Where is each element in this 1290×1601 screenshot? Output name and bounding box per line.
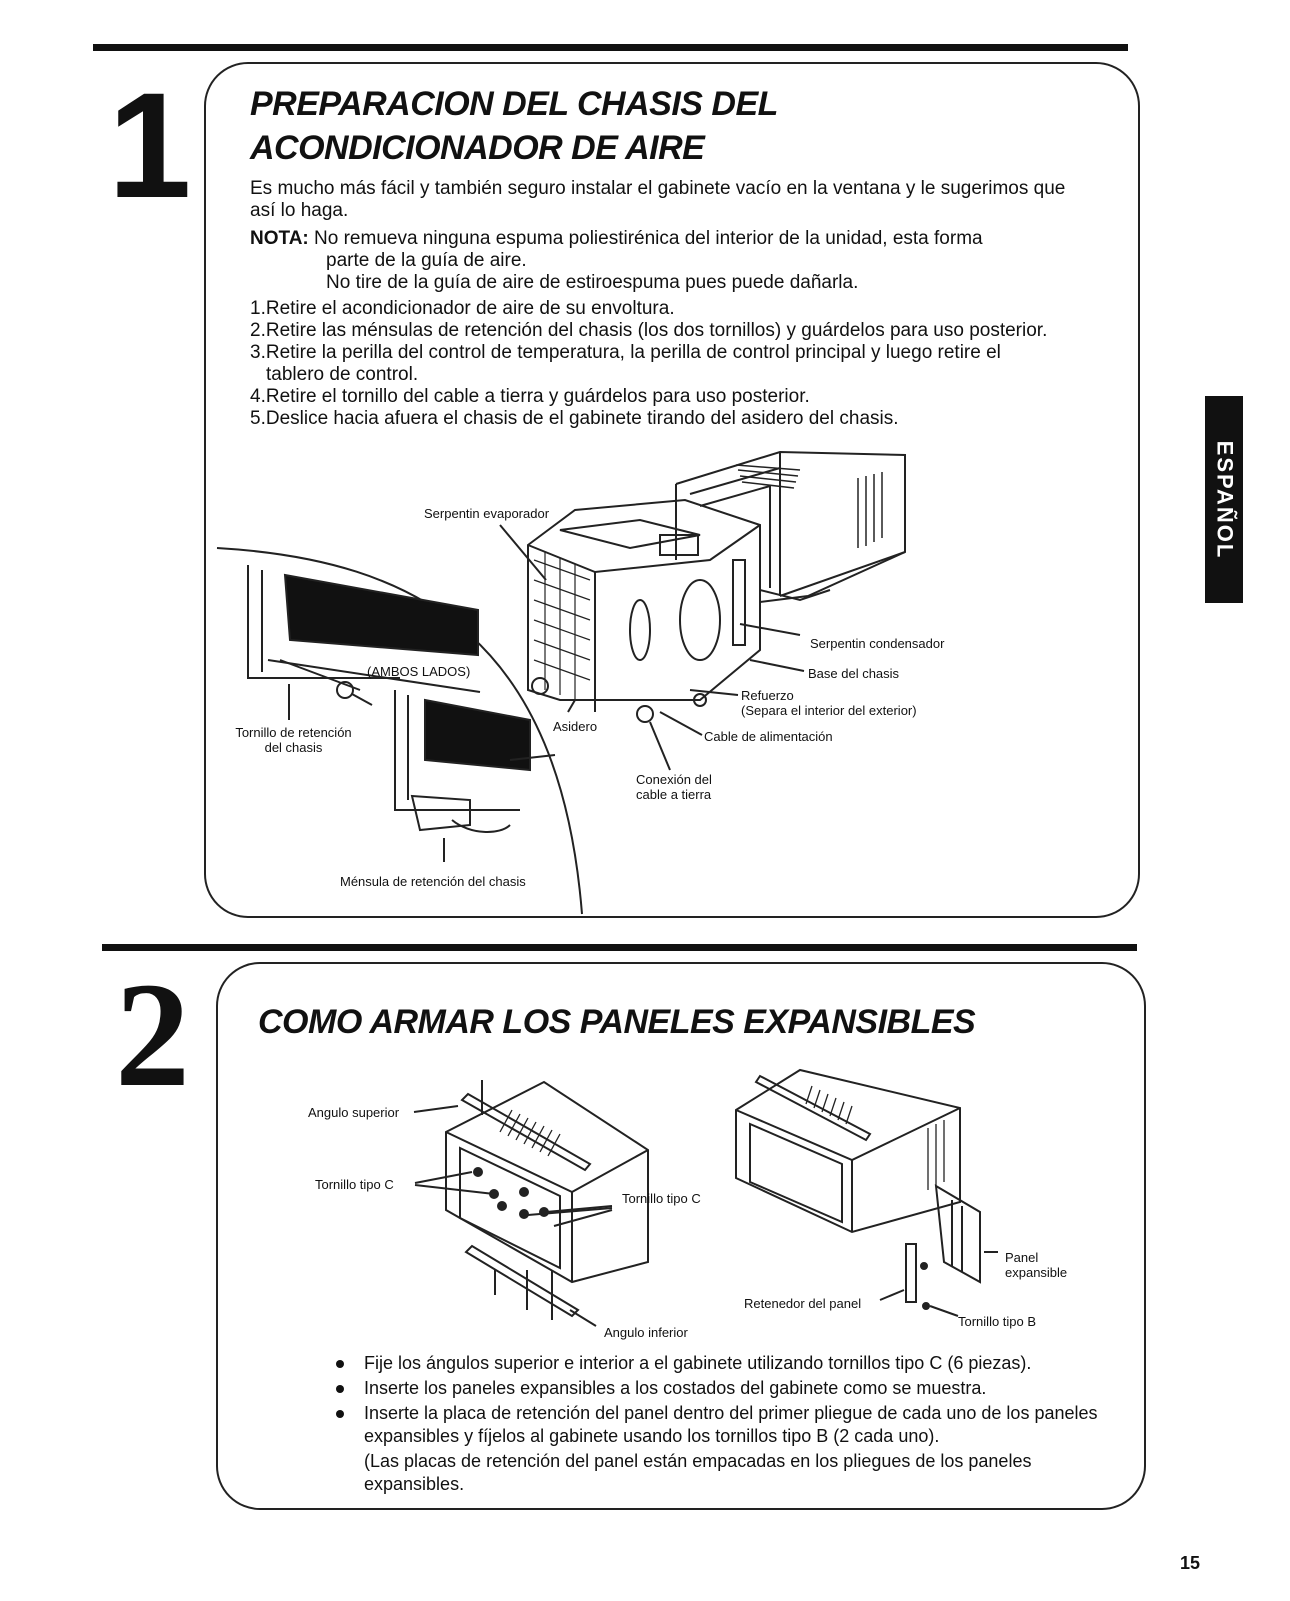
section1-top-rule	[93, 44, 1128, 51]
label-conexion-1: Conexión del	[636, 772, 712, 787]
section2-number: 2	[115, 952, 190, 1118]
step-item: 3.Retire la perilla del control de temperatura, la perilla de control principal y luego retire el	[250, 342, 1001, 363]
step-item: 2.Retire las ménsulas de retención del chasis (los dos tornillos) y guárdelos para uso posterior.	[250, 320, 1048, 341]
step-item: 5.Deslice hacia afuera el chasis de el gabinete tirando del asidero del chasis.	[250, 408, 899, 429]
label-base-chasis: Base del chasis	[808, 666, 900, 681]
nota-line1: No remueva ninguna espuma poliestirénica del interior de la unidad, esta forma	[314, 228, 983, 249]
section1-steps	[250, 298, 1130, 430]
section2-title: COMO ARMAR LOS PANELES EXPANSIBLES	[258, 1003, 976, 1041]
bullet-text: Inserte la placa de retención del panel dentro del primer pliegue de cada uno de los paneles expansibles y fíjelos al gabinete usando los tornillos tipo B (2 cada uno).	[364, 1403, 1098, 1446]
label-tornillo-retencion	[226, 725, 361, 755]
page-number: 15	[1180, 1553, 1201, 1573]
label-serpentin-condensador: Serpentin condensador	[810, 636, 945, 651]
section1-intro: Es mucho más fácil y también seguro instalar el gabinete vacío en la ventana y le sugerimos que así lo haga.	[250, 178, 1066, 221]
step-item: 4.Retire el tornillo del cable a tierra y guárdelos para uso posterior.	[250, 386, 810, 407]
section1-title-line2: ACONDICIONADOR DE AIRE	[250, 129, 705, 167]
nota-line3: No tire de la guía de aire de estiroespuma pues puede dañarla.	[326, 272, 859, 293]
label-panel-2: expansible	[1005, 1265, 1068, 1280]
label-conexion	[636, 772, 712, 802]
label-conexion-2: cable a tierra	[636, 787, 712, 802]
section2-bullets	[336, 1352, 1116, 1498]
section2-top-rule	[102, 944, 1137, 951]
bullet-item	[336, 1352, 1116, 1375]
step-item: 1.Retire el acondicionador de aire de su envoltura.	[250, 298, 675, 319]
bullet-dot	[336, 1385, 344, 1393]
label-panel-expansible	[1005, 1250, 1067, 1280]
label-angulo-inferior: Angulo inferior	[604, 1325, 688, 1340]
label-tornillo-c-right: Tornillo tipo C	[622, 1191, 701, 1206]
label-ambos-lados: (AMBOS LADOS)	[367, 664, 471, 679]
bullet-text: Fije los ángulos superior e interior a el gabinete utilizando tornillos tipo C (6 piezas).	[364, 1353, 1032, 1373]
label-tornillo-retencion-1: Tornillo de retención	[235, 725, 352, 740]
label-tornillo-retencion-2: del chasis	[264, 740, 323, 755]
language-tab-label: ESPAÑOL	[1212, 440, 1237, 559]
bullet-item	[336, 1377, 1116, 1400]
label-refuerzo	[741, 688, 917, 718]
bullet-note: (Las placas de retención del panel están empacadas en los pliegues de los paneles expansibles.	[364, 1451, 1032, 1494]
nota-line2: parte de la guía de aire.	[326, 250, 527, 271]
language-tab	[1205, 396, 1243, 603]
label-tornillo-b: Tornillo tipo B	[958, 1314, 1037, 1329]
label-asidero: Asidero	[553, 719, 598, 734]
label-tornillo-c-left: Tornillo tipo C	[315, 1177, 394, 1192]
nota-label: NOTA:	[250, 228, 309, 249]
label-panel-1: Panel	[1005, 1250, 1039, 1265]
label-serpentin-evaporador: Serpentin evaporador	[424, 506, 550, 521]
label-retenedor: Retenedor del panel	[744, 1296, 862, 1311]
label-angulo-superior: Angulo superior	[308, 1105, 400, 1120]
bullet-text: Inserte los paneles expansibles a los costados del gabinete como se muestra.	[364, 1378, 987, 1398]
bullet-dot	[336, 1360, 344, 1368]
label-cable-alimentacion: Cable de alimentación	[704, 729, 833, 744]
label-mensula: Ménsula de retención del chasis	[340, 874, 526, 889]
label-refuerzo-title: Refuerzo	[741, 688, 794, 703]
bullet-item	[336, 1402, 1116, 1448]
nota-block	[250, 228, 1100, 294]
section1-title-line1: PREPARACION DEL CHASIS DEL	[250, 85, 778, 123]
bullet-dot	[336, 1410, 344, 1418]
step-item: tablero de control.	[266, 364, 419, 385]
section1-number: 1	[108, 61, 192, 229]
label-refuerzo-note: (Separa el interior del exterior)	[741, 703, 917, 718]
